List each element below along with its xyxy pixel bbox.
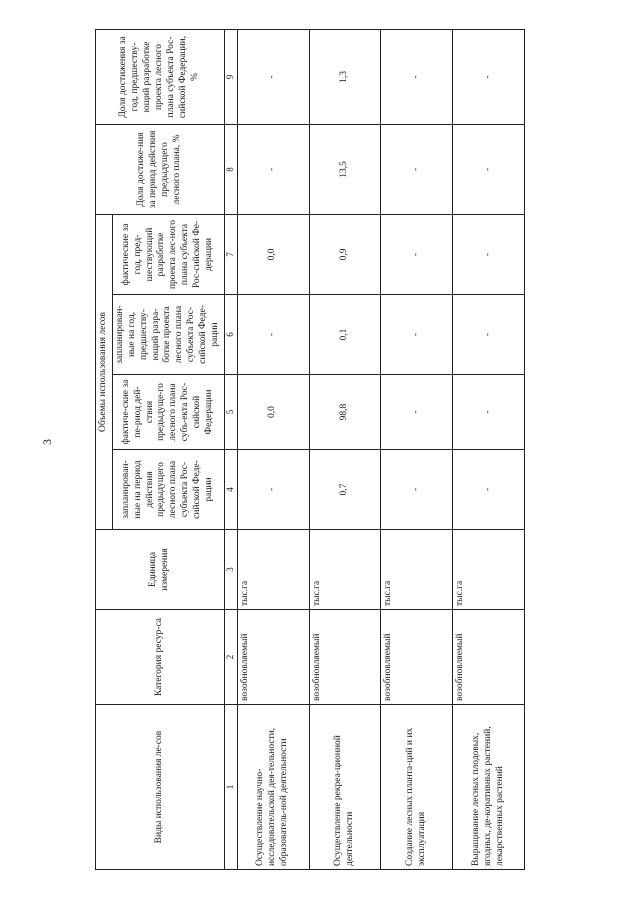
cell-planned-year: 0,1	[309, 295, 381, 375]
column-number: 7	[224, 214, 237, 294]
cell-unit: тыс.га	[453, 530, 525, 610]
table-row	[381, 29, 453, 869]
cell-planned-year: -	[453, 295, 525, 375]
header-planned-year: запланирован-ные на год, предшеству-ющий разра-ботке проекта лесного плана субъекта Рос-сийской Феде-рации	[112, 295, 224, 375]
cell-share-year: -	[381, 29, 453, 124]
header-unit: Единица измерения	[96, 530, 225, 610]
cell-category: возобновляемый	[381, 610, 453, 705]
header-share-period: Доля достиже-ния за период действия предыдущего лесного плана, %	[96, 124, 225, 214]
cell-share-period: -	[237, 124, 309, 214]
cell-kind: Создание лесных планта-ций и их эксплуатация	[381, 705, 453, 870]
cell-actual-year: -	[453, 214, 525, 294]
column-number: 5	[224, 375, 237, 450]
cell-kind: Осуществление научно-исследовательской дея-тельности, образователь-ной деятельности	[237, 705, 309, 870]
cell-planned-year: -	[237, 295, 309, 375]
cell-actual-period: -	[453, 375, 525, 450]
header-share-year: Доля достижения за год, предшеству-ющий разработке проекта лесного плана субъекта Рос-сийской Федерации, %	[96, 29, 225, 124]
cell-planned-period: -	[381, 450, 453, 530]
cell-unit: тыс.га	[381, 530, 453, 610]
cell-actual-year: 0,9	[309, 214, 381, 294]
column-number: 6	[224, 295, 237, 375]
header-actual-year: фактические за год, пред-шествующий разработке проекта лес-ного плана субъекта Рос-сийской Фе-дерации	[112, 214, 224, 294]
cell-category: возобновляемый	[453, 610, 525, 705]
cell-unit: тыс.га	[309, 530, 381, 610]
column-number: 8	[224, 124, 237, 214]
cell-share-year: -	[237, 29, 309, 124]
table-row	[309, 29, 381, 869]
header-group-volumes: Объемы использования лесов	[96, 214, 113, 529]
header-planned-period: запланирован-ные на период действия предыдущего лесного плана субъекта Рос-сийской Феде-рации	[112, 450, 224, 530]
forest-use-table	[95, 29, 525, 870]
cell-actual-period: 98,8	[309, 375, 381, 450]
header-kind: Виды использования ле-сов	[96, 705, 225, 870]
cell-share-year: 1,3	[309, 29, 381, 124]
cell-kind: Осуществление рекреа-ционной деятельности	[309, 705, 381, 870]
cell-actual-period: -	[381, 375, 453, 450]
column-number: 1	[224, 705, 237, 870]
cell-category: возобновляемый	[237, 610, 309, 705]
cell-share-period: 13,5	[309, 124, 381, 214]
cell-actual-period: 0,0	[237, 375, 309, 450]
column-number: 4	[224, 450, 237, 530]
table-row	[237, 29, 309, 869]
page-number: 3	[40, 439, 54, 445]
table-row	[453, 29, 525, 869]
cell-share-period: -	[453, 124, 525, 214]
cell-actual-year: 0,0	[237, 214, 309, 294]
cell-unit: тыс.га	[237, 530, 309, 610]
cell-actual-year: -	[381, 214, 453, 294]
header-actual-period: фактиче-ские за пе-риод дей-ствия предыдуще-го лесного плана субъ-екта Рос-сийской Федерации	[112, 375, 224, 450]
cell-kind: Выращивание лесных плодовых, ягодных, де-коративных растений, лекарственных растений	[453, 705, 525, 870]
header-category: Категория ресур-са	[96, 610, 225, 705]
cell-category: возобновляемый	[309, 610, 381, 705]
cell-planned-period: -	[237, 450, 309, 530]
column-number: 2	[224, 610, 237, 705]
cell-share-period: -	[381, 124, 453, 214]
cell-planned-period: 0,7	[309, 450, 381, 530]
column-number: 3	[224, 530, 237, 610]
cell-planned-period: -	[453, 450, 525, 530]
column-number: 9	[224, 29, 237, 124]
column-number-row	[224, 29, 237, 869]
cell-planned-year: -	[381, 295, 453, 375]
cell-share-year: -	[453, 29, 525, 124]
forest-use-table-container	[95, 30, 525, 870]
